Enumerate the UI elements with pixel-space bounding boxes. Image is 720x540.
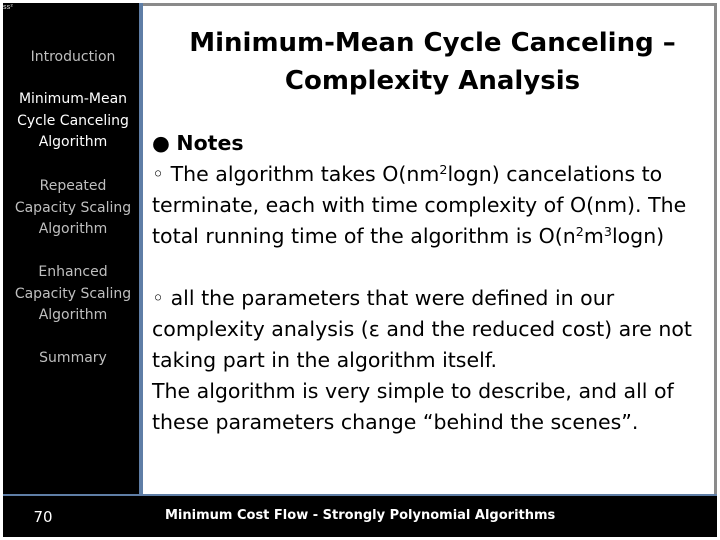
sidebar-item-repeated-capacity-scaling[interactable]	[3, 176, 143, 241]
sidebar-item-label: Cycle Canceling	[17, 112, 129, 129]
footer-title: Minimum Cost Flow - Strongly Polynomial Algorithms	[165, 508, 556, 523]
sidebar-item-label: Algorithm	[38, 307, 108, 323]
sidebar-item-label: Capacity Scaling	[14, 199, 132, 216]
sidebar-item-enhanced-capacity-scaling[interactable]	[3, 262, 143, 327]
sidebar-item-introduction[interactable]	[3, 47, 143, 69]
paragraph-simple: The algorithm is very simple to describe, and all of these parameters change “behind the scenes”.	[152, 379, 674, 434]
sidebar	[3, 3, 143, 494]
bullet-icon: ●	[152, 131, 170, 155]
sidebar-item-label: Algorithm	[38, 221, 108, 237]
slide-title	[160, 24, 705, 100]
footer-bar	[143, 494, 717, 537]
footer-left	[3, 494, 143, 537]
sub-bullet-icon: ◦	[152, 162, 165, 186]
sidebar-item-label: Minimum-Mean	[18, 91, 128, 107]
slide-body	[152, 128, 712, 438]
sidebar-item-summary[interactable]	[3, 348, 143, 370]
paragraph-spacer	[152, 252, 712, 283]
paragraph-parameters: ◦ all the parameters that were defined in our complexity analysis (ε and the reduced cost) are not taking part in the algorithm itself.	[152, 286, 692, 372]
corner-mark: ss²	[3, 3, 14, 11]
notes-bullet	[152, 128, 712, 159]
page-number: 70	[33, 508, 53, 526]
sidebar-item-minimum-mean-cycle-canceling[interactable]	[3, 89, 143, 154]
sidebar-item-label: Repeated	[39, 178, 107, 194]
slide-title-line: Minimum-Mean Cycle Canceling –	[189, 28, 676, 58]
sidebar-item-label: Introduction	[30, 49, 116, 65]
sidebar-item-label: Summary	[39, 350, 107, 366]
sidebar-item-label: Algorithm	[38, 134, 108, 150]
sub-bullet-icon: ◦	[152, 286, 165, 310]
notes-heading: Notes	[176, 131, 244, 155]
slide-title-line: Complexity Analysis	[284, 66, 581, 96]
sidebar-item-label: Capacity Scaling	[14, 285, 132, 302]
sidebar-item-label: Enhanced	[38, 264, 108, 280]
paragraph-complexity: ◦ The algorithm takes $O(nm^2\log n)$ cancelations to terminate, each with time complexity of O(nm). The total running time of the algorithm is $O(n^2m^3\log n)$	[152, 162, 687, 248]
